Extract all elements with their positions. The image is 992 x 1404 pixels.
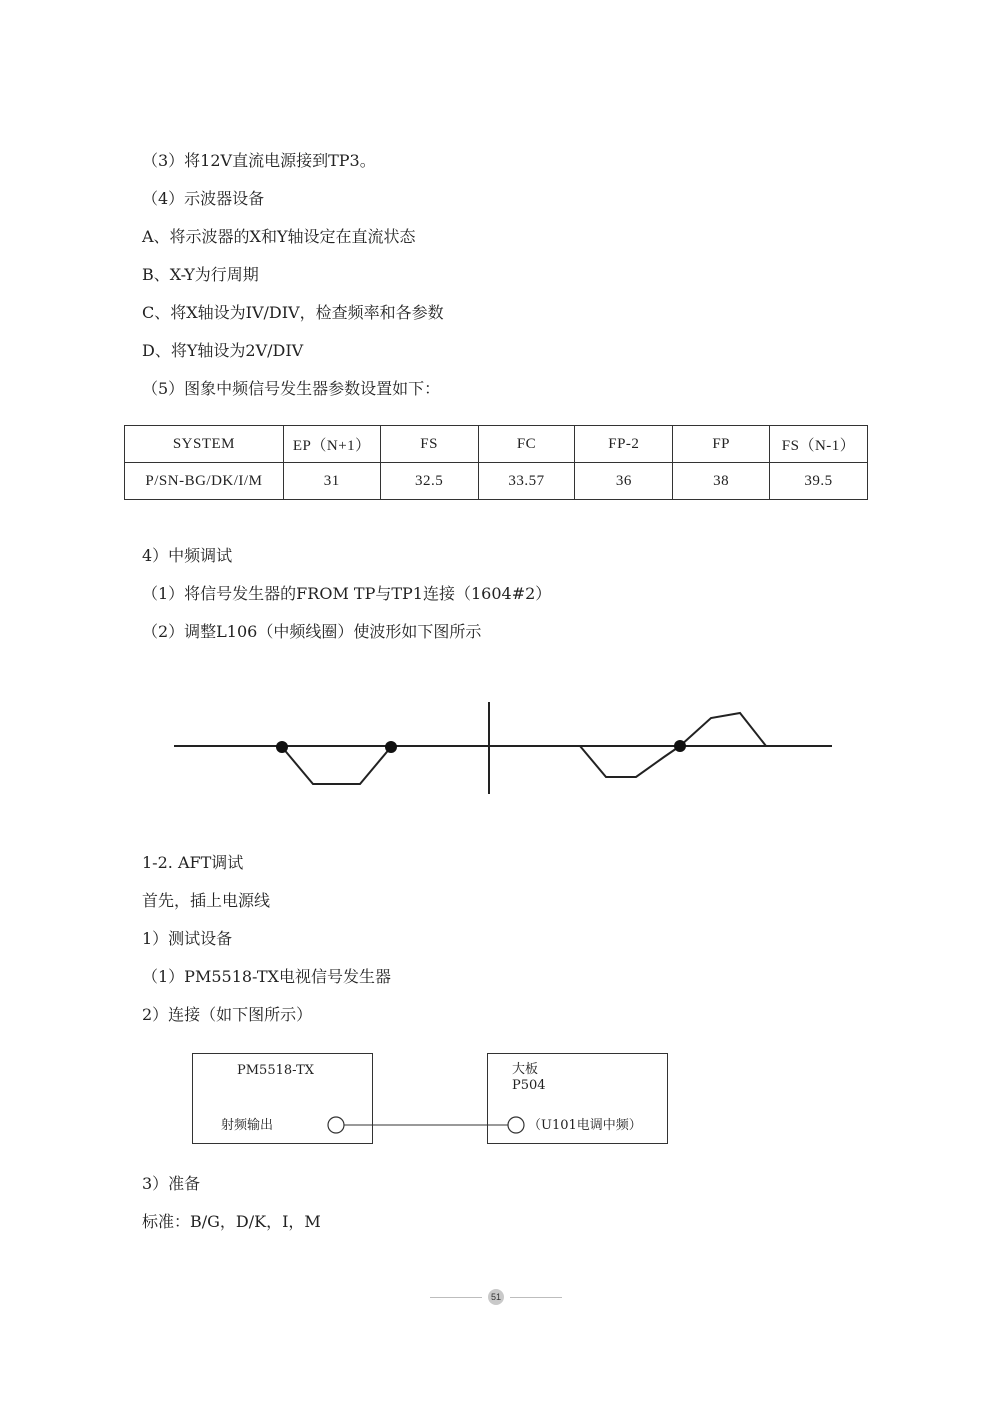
step-5-line: （5）图象中频信号发生器参数设置如下： [142, 379, 441, 398]
section-4-heading: 4）中频调试 [142, 546, 233, 565]
aft-step-2-line: 2）连接（如下图所示） [142, 1005, 313, 1024]
aft-section-heading: 1-2. AFT调试 [142, 853, 244, 872]
table-header-cell: EP（N+1） [283, 426, 380, 463]
item-d-line: D、将Y轴设为2V/DIV [142, 341, 304, 360]
footer-rule-left [430, 1297, 482, 1298]
table-header-cell: FS（N-1） [770, 426, 868, 463]
table-cell: 36 [575, 463, 673, 500]
rf-output-port-icon [328, 1117, 344, 1133]
table-header-cell: FP-2 [575, 426, 673, 463]
aft-step-3-line: 3）准备 [142, 1174, 201, 1193]
aft-step-1-line: 1）测试设备 [142, 929, 233, 948]
standards-line: 标准：B/G，D/K，I，M [142, 1212, 321, 1231]
table-cell: P/SN-BG/DK/I/M [125, 463, 284, 500]
table-cell: 32.5 [380, 463, 478, 500]
mainboard-title: 大板 [512, 1062, 539, 1077]
if-input-port-icon [508, 1117, 524, 1133]
item-c-line: C、将X轴设为IV/DIV，检查频率和各参数 [142, 303, 444, 322]
generator-title: PM5518-TX [237, 1063, 314, 1078]
table-header-cell: FS [380, 426, 478, 463]
rf-output-label: 射频输出 [221, 1118, 274, 1133]
aft-intro-line: 首先，插上电源线 [142, 891, 271, 910]
table-cell: 38 [673, 463, 770, 500]
table-cell: 31 [283, 463, 380, 500]
footer-rule-right [510, 1297, 562, 1298]
item-a-line: A、将示波器的X和Y轴设定在直流状态 [142, 227, 416, 246]
step-4-line: （4）示波器设备 [142, 189, 265, 208]
if-step-1-line: （1）将信号发生器的FROM TP与TP1连接（1604#2） [142, 584, 552, 603]
mainboard-port-label: （U101电调中频） [528, 1118, 642, 1133]
aft-equipment-line: （1）PM5518-TX电视信号发生器 [142, 967, 391, 986]
page-number-badge: 51 [488, 1289, 504, 1305]
mainboard-connector: P504 [512, 1078, 546, 1093]
table-header-cell: SYSTEM [125, 426, 284, 463]
step-3-line: （3）将12V直流电源接到TP3。 [142, 151, 376, 170]
if-step-2-line: （2）调整L106（中频线圈）使波形如下图所示 [142, 622, 482, 641]
table-header-cell: FC [478, 426, 575, 463]
table-cell: 39.5 [770, 463, 868, 500]
table-header-cell: FP [673, 426, 770, 463]
item-b-line: B、X-Y为行周期 [142, 265, 259, 284]
table-cell: 33.57 [478, 463, 575, 500]
